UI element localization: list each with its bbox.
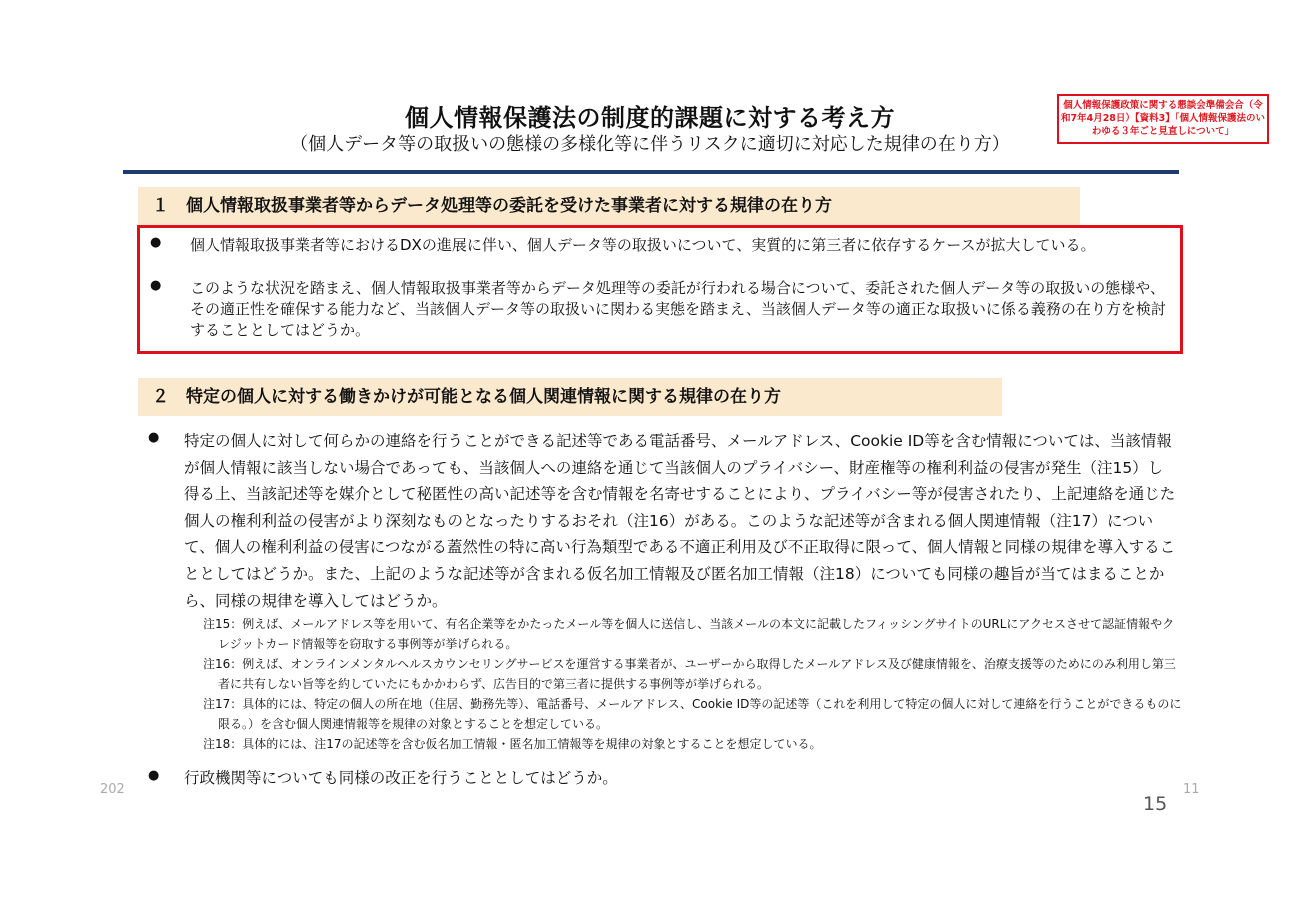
footnote-18: 注18：具体的には、注17の記述等を含む仮名加工情報・匿名加工情報等を規律の対象とすることを想定している。 <box>203 737 822 751</box>
section2-heading: ２ 特定の個人に対する働きかけが可能となる個人関連情報に関する規律の在り方 <box>138 378 1002 416</box>
footnote-16: 注16：例えば、オンラインメンタルヘルスカウンセリングサービスを運営する事業者が、ユーザーから取得したメールアドレス及び健康情報を、治療支援等のためにのみ利用し第三者に共有しない旨等を約していたにもかかわらず、広告目的で第三者に提供する事例等が挙げられる。 <box>203 657 1176 691</box>
footnote-15: 注15：例えば、メールアドレス等を用いて、有名企業等をかたったメール等を個人に送信し、当該メールの本文に記載したフィッシングサイトのURLにアクセスさせて認証情報やクレジットカード情報等を窃取する事例等が挙げられる。 <box>203 617 1175 651</box>
footer-right-text: 11 <box>1183 782 1200 797</box>
bullet-icon: ● <box>150 235 162 250</box>
bullet-icon: ● <box>148 430 160 445</box>
page-title: 個人情報保護法の制度的課題に対する考え方 <box>405 104 895 132</box>
section2-main-text: 特定の個人に対して何らかの連絡を行うことができる記述等である電話番号、メールアドレス、Cookie ID等を含む情報については、当該情報が個人情報に該当しない場合であっても、当該個人への連絡を通じて当該個人のプライバシー、財産権等の権利利益の侵害が発生（注15）し得る上、当該記述等を媒介として秘匿性の高い記述等を含む情報を名寄せすることにより、プライバシー等が侵害されたり、上記連絡を通じた個人の権利利益の侵害がより深刻なものとなったりするおそれ（注16）がある。このような記述等が含まれる個人関連情報（注17）について、個人の権利利益の侵害につながる蓋然性の特に高い行為類型である不適正利用及び不正取得に限って、個人情報と同様の規律を導入することとしてはどうか。また、上記のような記述等が含まれる仮名加工情報及び匿名加工情報（注18）についても同様の趣旨が当てはまることから、同様の規律を導入してはどうか。 <box>184 432 1176 610</box>
section1-bullet-2: このような状況を踏まえ、個人情報取扱事業者等からデータ処理等の委託が行われる場合について、委託された個人データ等の取扱いの態様や、その適正性を確保する能力など、当該個人データ等の取扱いに関わる実態を踏まえ、当該個人データ等の適正な取扱いに係る義務の在り方を検討することとしてはどうか。 <box>190 279 1166 339</box>
title-rule <box>123 170 1179 174</box>
footnotes <box>203 614 1183 754</box>
section1-heading: １ 個人情報取扱事業者等からデータ処理等の委託を受けた事業者に対する規律の在り方 <box>138 187 1080 225</box>
page-subtitle: （個人データ等の取扱いの態様の多様化等に伴うリスクに適切に対応した規律の在り方） <box>290 134 1010 155</box>
footnote-17: 注17：具体的には、特定の個人の所在地（住居、勤務先等）、電話番号、メールアドレス、Cookie ID等の記述等（これを利用して特定の個人に対して連絡を行うことができるものに限る。）を含む個人関連情報等を規律の対象とすることを想定している。 <box>203 697 1182 731</box>
bullet-icon: ● <box>148 768 160 783</box>
page-number: 15 <box>1143 793 1168 815</box>
section2-last-bullet: 行政機関等についても同様の改正を行うこととしてはどうか。 <box>184 769 618 787</box>
footer-left-text: 202 <box>100 782 125 797</box>
bullet-icon: ● <box>150 278 162 293</box>
section1-bullet-1: 個人情報取扱事業者等におけるDXの進展に伴い、個人データ等の取扱いについて、実質的に第三者に依存するケースが拡大している。 <box>190 236 1096 254</box>
source-notice: 個人情報保護政策に関する懇談会準備会合（令和7年4月28日）【資料3】「個人情報保護法のいわゆる３年ごと見直しについて」 <box>1057 94 1269 144</box>
